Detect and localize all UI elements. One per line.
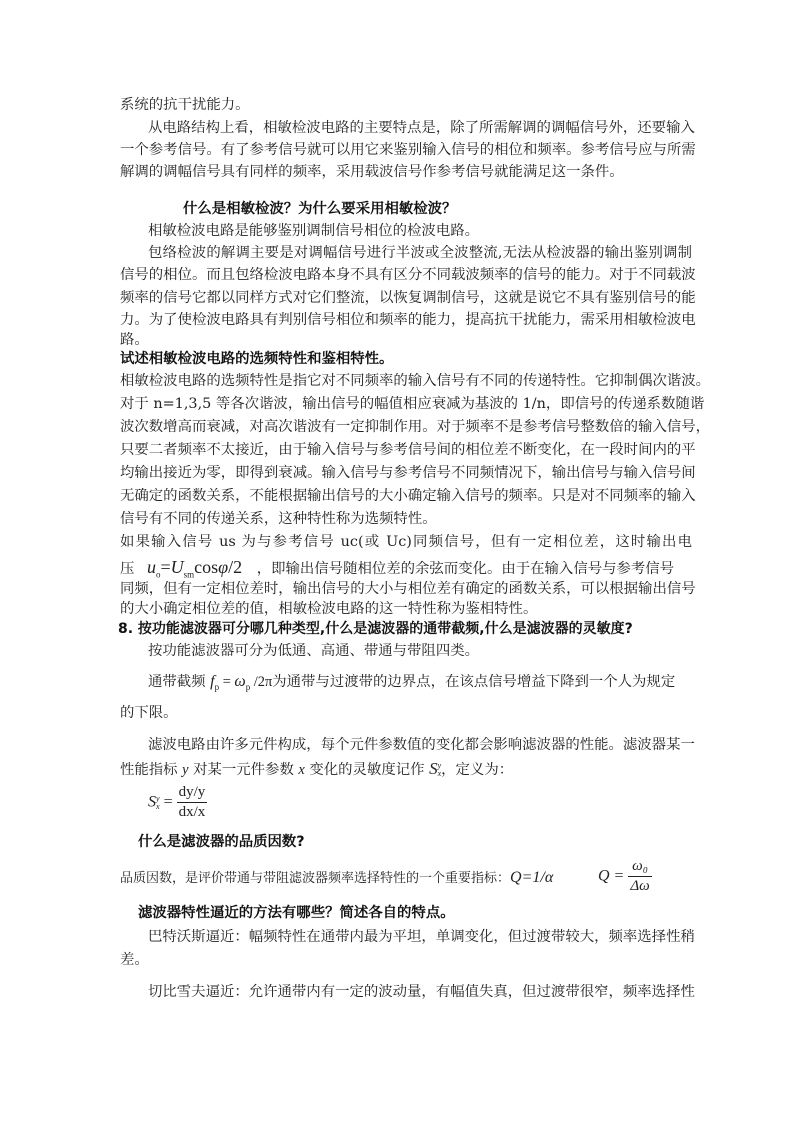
symbol: u: [146, 557, 156, 577]
text: ，即输出信号随相位差的余弦而变化。由于在输入信号与参考信号: [256, 561, 675, 577]
subscript: x: [437, 769, 442, 778]
symbol: cos: [194, 557, 219, 577]
subscript: x: [156, 801, 160, 811]
formula-line: [120, 557, 692, 580]
output-voltage-formula: [147, 557, 242, 578]
paragraph-line: 无确定的函数关系，不能根据输出信号的大小确定输入信号的频率。只是对不同频率的输入: [120, 488, 696, 504]
subscript: sm: [183, 569, 195, 580]
paragraph-line: 信号有不同的传递关系，这种特性称为选频特性。: [120, 511, 437, 527]
quality-factor-line: [120, 868, 553, 888]
numerator: ω₀: [628, 857, 651, 877]
superscript: y: [437, 761, 442, 770]
symbol: φ: [218, 557, 229, 577]
paragraph-line: 滤波电路由许多元件构成，每个元件参数值的变化都会影响滤波器的性能。滤波器某一: [148, 737, 695, 753]
text: 为通带与过渡带的边界点，在该点信号增益下降到一个人为规定: [272, 674, 676, 690]
symbol: =: [163, 793, 173, 811]
symbol: f: [210, 673, 215, 690]
sensitivity-formula: [148, 783, 207, 822]
paragraph-line: 一个参考信号。有了参考信号就可以用它来鉴别输入信号的相位和频率。参考信号应与所需: [120, 142, 696, 158]
paragraph-line: 巴特沃斯逼近：幅频特性在通带内最为平坦，单调变化，但过渡带较大，频率选择性稍: [148, 929, 695, 945]
symbol: =: [219, 674, 235, 690]
subscript: o: [155, 569, 161, 580]
section-heading: 滤波器特性逼近的方法有哪些？简述各自的特点。: [138, 905, 455, 921]
symbol: /2π: [250, 674, 273, 690]
symbol: S: [148, 793, 156, 811]
paragraph-line: 均输出接近为零，即得到衰减。输入信号与参考信号不同频情况下，输出信号与输入信号间: [120, 465, 696, 481]
symbol: x: [298, 762, 305, 778]
paragraph-line: 的下限。: [120, 705, 178, 721]
subscript: p: [214, 681, 220, 692]
paragraph-line: 路。: [120, 332, 149, 348]
section-heading: 8. 按功能滤波器可分哪几种类型,什么是滤波器的通带截频,什么是滤波器的灵敏度?: [118, 621, 633, 637]
paragraph-line: 的大小确定相位差的值，相敏检波电路的这一特性称为鉴相特性。: [120, 601, 538, 617]
paragraph-line: 同频，但有一定相位差时，输出信号的大小与相位差有确定的函数关系，可以根据输出信号: [120, 581, 696, 597]
paragraph-line: 信号的相位。而且包络检波电路本身不具有区分不同载波频率的信号的能力。对于不同载波: [120, 267, 696, 283]
fraction: [177, 783, 208, 822]
paragraph-line: 频率的信号它都以同样方式对它们整流，以恢复调制信号，这就是说它不具有鉴别信号的能: [120, 290, 696, 306]
symbol: ω: [234, 673, 246, 690]
paragraph-line: 对于 n=1,3,5 等各次谐波，输出信号的幅值相应衰减为基波的 1/n，即信号的传递系数随谐: [120, 396, 705, 412]
symbol: =: [160, 557, 171, 577]
text: 对某一元件参数: [188, 762, 299, 778]
section-heading: 什么是滤波器的品质因数?: [138, 834, 305, 850]
paragraph-line: 按功能滤波器可分为低通、高通、带通与带阻四类。: [148, 643, 479, 659]
section-heading: 试述相敏检波电路的选频特性和鉴相特性。: [120, 351, 394, 367]
paragraph-line: 系统的抗干扰能力。: [120, 97, 250, 113]
paragraph-line: 从电路结构上看，相敏检波电路的主要特点是，除了所需解调的调幅信号外，还要输入: [148, 120, 695, 136]
symbol: /2: [228, 557, 243, 577]
symbol: Q =: [598, 867, 625, 885]
paragraph-line: 解调的调幅信号具有同样的频率，采用载波信号作参考信号就能满足这一条件。: [120, 164, 624, 180]
denominator: Δω: [630, 878, 650, 894]
paragraph-line: 只要二者频率不太接近，由于输入信号与参考信号间的相位差不断变化，在一段时间内的平: [120, 442, 696, 458]
paragraph-line: 差。: [120, 952, 149, 968]
paragraph-line: 如果输入信号 us 为与参考信号 uc(或 Uc)同频信号，但有一定相位差，这时输出电: [120, 534, 692, 550]
subscript: p: [245, 681, 251, 692]
paragraph-line: 切比雪夫逼近：允许通带内有一定的波动量，有幅值失真，但过渡带很窄，频率选择性: [148, 984, 695, 1000]
quality-factor-formula: [598, 857, 652, 896]
text: 性能指标: [120, 762, 183, 778]
symbol: S: [429, 759, 438, 778]
paragraph-line: 波次数增高而衰减，对高次谐波有一定抑制作用。对于频率不是参考信号整数倍的输入信号，: [120, 419, 711, 435]
paragraph-line: 力。为了使检波电路具有判别信号相位和频率的能力，提高抗干扰能力，需采用相敏检波电: [120, 312, 696, 328]
paragraph-line: 相敏检波电路是能够鉴别调制信号相位的检波电路。: [148, 223, 479, 239]
text: 变化的灵敏度记作: [304, 762, 430, 778]
superscript: y: [156, 793, 160, 803]
paragraph-line: 包络检波的解调主要是对调幅信号进行半波或全波整流,无法从检波器的输出鉴别调制: [148, 245, 692, 261]
fraction: [628, 857, 651, 896]
text: 品质因数，是评价带通与带阻滤波器频率选择特性的一个重要指标：: [120, 871, 511, 886]
paragraph-line: 相敏检波电路的选频特性是指它对不同频率的输入信号有不同的传递特性。它抑制偶次谐波。: [120, 373, 711, 389]
text: ，定义为：: [441, 762, 514, 778]
section-heading: 什么是相敏检波？为什么要采用相敏检波？: [183, 201, 457, 217]
text: 压: [120, 561, 135, 577]
symbol: U: [170, 557, 184, 577]
cutoff-line: [148, 672, 692, 692]
symbol: y: [182, 762, 189, 778]
numerator: dy/y: [177, 783, 208, 803]
sensitivity-line: [120, 759, 692, 779]
formula: Q=1/α: [510, 869, 554, 886]
text: 通带截频: [148, 674, 211, 690]
denominator: dx/x: [178, 804, 206, 820]
